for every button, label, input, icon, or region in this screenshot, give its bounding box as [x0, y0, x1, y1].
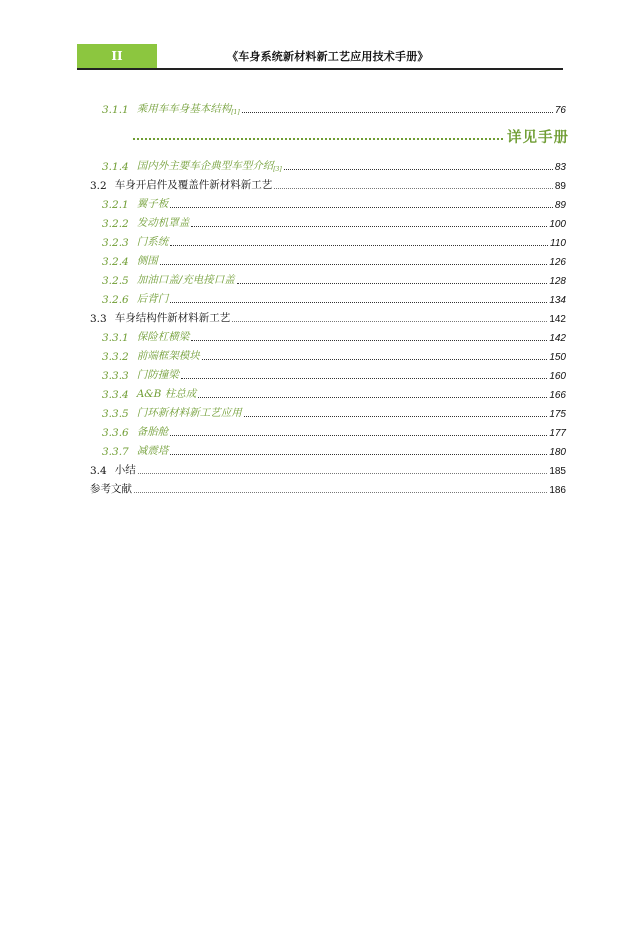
toc-entry-page: 76	[554, 105, 566, 116]
toc-entry[interactable]	[90, 173, 566, 192]
toc-entry[interactable]	[90, 401, 566, 420]
see-more-label: 详见手册	[507, 128, 569, 146]
toc-entry-page: 89	[554, 200, 566, 211]
toc-entry-title: 前端框架模块	[136, 350, 200, 362]
toc-entry-number: 3.2.2	[102, 218, 129, 230]
book-title: 《车身系统新材料新工艺应用技术手册》	[227, 50, 429, 63]
toc-entry-number: 3.3.4	[102, 389, 129, 401]
dot-leader	[170, 454, 547, 455]
toc-entry-number: 3.3.1	[102, 332, 129, 344]
toc-entry-page: 110	[550, 238, 566, 249]
toc-entry[interactable]	[90, 268, 566, 287]
toc-entry[interactable]	[90, 192, 566, 211]
toc-entry-page: 100	[549, 219, 566, 230]
dot-leader	[191, 226, 547, 227]
toc-entry-number: 3.3.2	[102, 351, 129, 363]
toc-entry-ref: [3]	[273, 166, 282, 173]
toc-entry-title: 保险杠横梁	[136, 331, 190, 343]
toc-entry-page: 160	[549, 371, 566, 382]
dot-leader	[181, 378, 548, 379]
toc-entry-number: 3.2.4	[102, 256, 129, 268]
toc-entry-page: 126	[549, 257, 566, 268]
dot-leader	[160, 264, 548, 265]
toc-entry[interactable]	[90, 420, 566, 439]
toc-entry-title: 国内外主要车企典型车型介绍	[136, 160, 274, 172]
dot-leader	[138, 473, 548, 474]
dot-leader	[170, 245, 548, 246]
table-of-contents	[90, 97, 566, 116]
toc-entry[interactable]	[90, 97, 566, 116]
toc-entry-number: 3.2.5	[102, 275, 129, 287]
toc-entry-title: 翼子板	[136, 198, 169, 210]
dot-leader	[198, 397, 547, 398]
toc-entry-number: 3.3.6	[102, 427, 129, 439]
toc-entry-page: 89	[554, 181, 566, 192]
toc-entry-page: 166	[549, 390, 566, 401]
toc-entry-title: 备胎舱	[136, 426, 169, 438]
see-more-banner	[133, 124, 569, 148]
dot-leader	[244, 416, 548, 417]
toc-entry-title: 车身结构件新材料新工艺	[114, 312, 231, 324]
toc-entry-page: 177	[549, 428, 566, 439]
toc-entry-ref: [1]	[231, 109, 240, 116]
toc-entry-title: 车身开启件及覆盖件新材料新工艺	[114, 179, 273, 191]
toc-entry[interactable]	[90, 325, 566, 344]
dot-leader	[242, 112, 553, 113]
toc-entry[interactable]	[90, 230, 566, 249]
dot-leader	[237, 283, 548, 284]
dot-leader	[202, 359, 548, 360]
toc-entry-number: 3.1.4	[102, 161, 129, 173]
toc-entry-page: 186	[549, 485, 566, 496]
toc-entry-title: 发动机罩盖	[136, 217, 190, 229]
toc-entry-title: 参考文献	[90, 483, 132, 495]
toc-entry[interactable]	[90, 382, 566, 401]
dot-leader	[170, 435, 547, 436]
toc-entry-page: 134	[549, 295, 566, 306]
toc-entry-page: 175	[549, 409, 566, 420]
dot-leader	[232, 321, 547, 322]
dot-leader	[191, 340, 547, 341]
toc-entry-page: 83	[554, 162, 566, 173]
toc-entry[interactable]	[90, 249, 566, 268]
dot-leader	[134, 492, 547, 493]
toc-entry-number: 3.3	[90, 313, 107, 325]
page-number-badge: II	[77, 44, 157, 68]
toc-entry-number: 3.3.3	[102, 370, 129, 382]
toc-entry-number: 3.3.5	[102, 408, 129, 420]
toc-entry[interactable]	[90, 477, 566, 496]
toc-entry[interactable]	[90, 344, 566, 363]
toc-entry[interactable]	[90, 211, 566, 230]
toc-entry-page: 150	[549, 352, 566, 363]
toc-entry-page: 180	[549, 447, 566, 458]
toc-entry-title: 后背门	[136, 293, 169, 305]
toc-entry-number: 3.2.1	[102, 199, 129, 211]
dot-leader	[170, 302, 547, 303]
toc-entry[interactable]	[90, 458, 566, 477]
toc-entry-title: 门系统	[136, 236, 169, 248]
toc-entry-title: 乘用车车身基本结构	[136, 103, 232, 115]
toc-entry-title: 加油口盖/充电接口盖	[136, 274, 235, 286]
toc-entry-number: 3.2	[90, 180, 107, 192]
toc-entry[interactable]	[90, 306, 566, 325]
toc-entry[interactable]	[90, 287, 566, 306]
page-header	[77, 44, 563, 70]
table-of-contents-continued	[90, 154, 566, 496]
dot-leader	[170, 207, 553, 208]
dot-leader	[274, 188, 553, 189]
toc-entry-number: 3.2.3	[102, 237, 129, 249]
toc-entry[interactable]	[90, 154, 566, 173]
toc-entry-title: 门环新材料新工艺应用	[136, 407, 242, 419]
dot-leader	[284, 169, 553, 170]
toc-entry-title: 减震塔	[136, 445, 169, 457]
toc-entry[interactable]	[90, 439, 566, 458]
toc-entry-title: A&B 柱总成	[136, 388, 197, 400]
toc-entry-title: 门防撞梁	[136, 369, 179, 381]
toc-entry-number: 3.2.6	[102, 294, 129, 306]
toc-entry-number: 3.4	[90, 465, 107, 477]
toc-entry-page: 142	[549, 314, 566, 325]
toc-entry[interactable]	[90, 363, 566, 382]
toc-entry-number: 3.1.1	[102, 104, 129, 116]
toc-entry-page: 128	[549, 276, 566, 287]
dot-leader	[133, 138, 503, 140]
toc-entry-number: 3.3.7	[102, 446, 129, 458]
toc-entry-page: 185	[549, 466, 566, 477]
toc-entry-page: 142	[549, 333, 566, 344]
toc-entry-title: 小结	[114, 464, 136, 476]
toc-entry-title: 侧围	[136, 255, 158, 267]
